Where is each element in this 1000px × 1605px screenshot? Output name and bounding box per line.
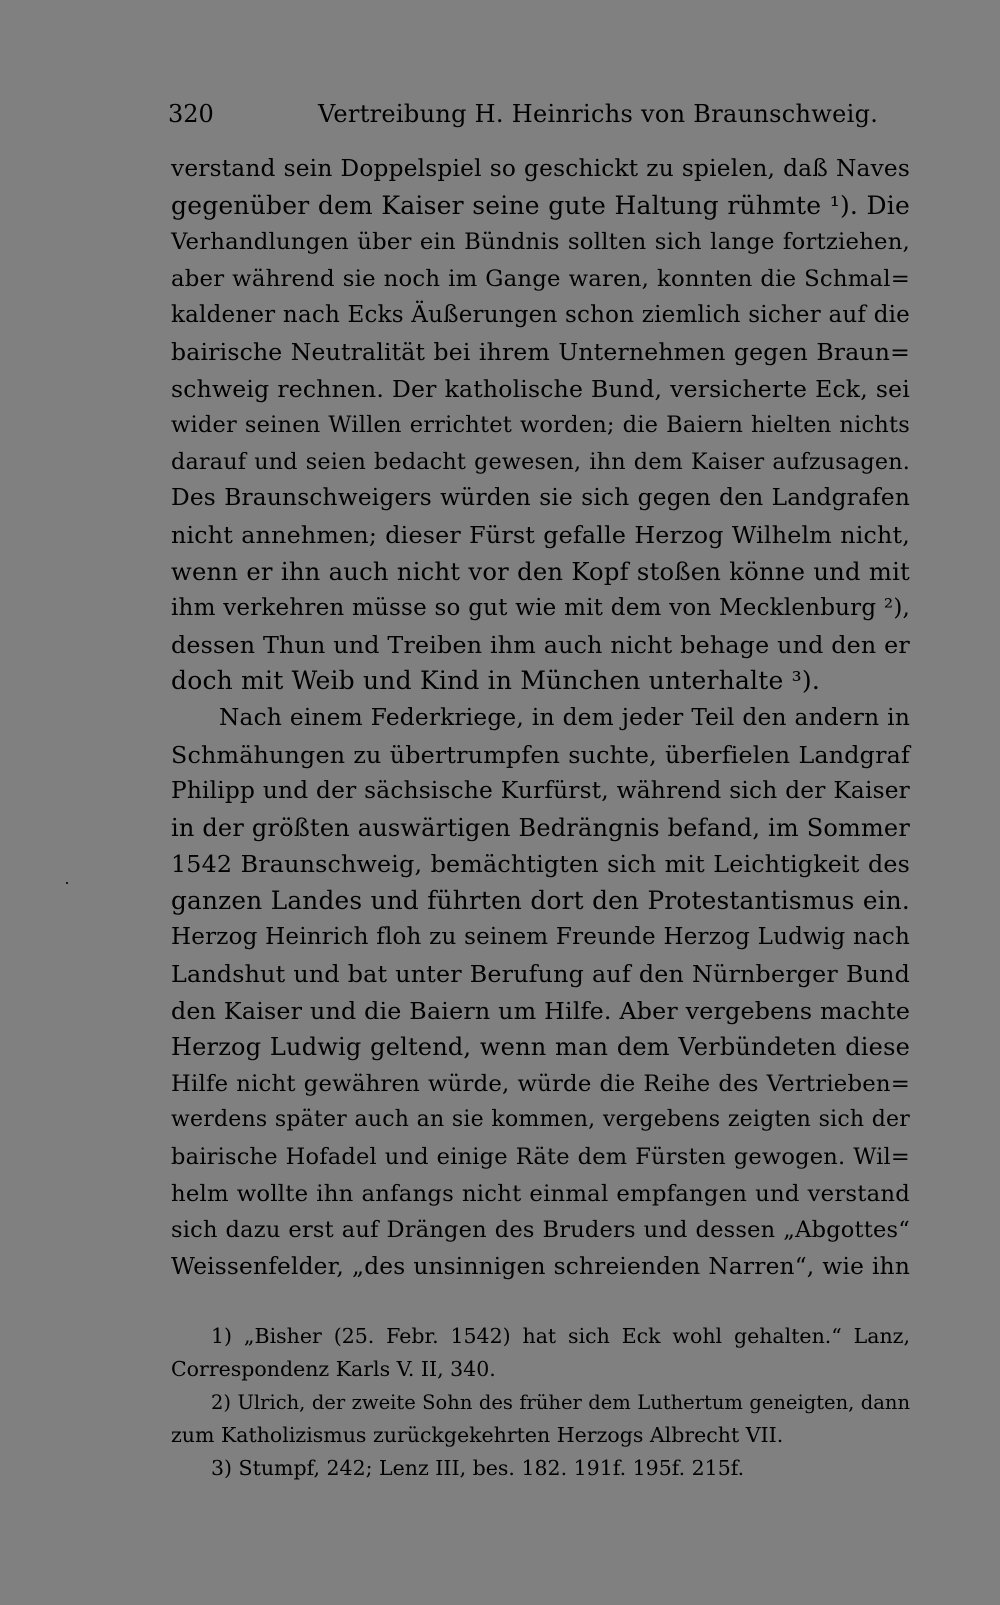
body-line: Weissenfelder, „des unsinnigen schreienden Narren“, wie ihn [171,1252,910,1280]
body-line: nicht annehmen; dieser Fürst gefalle Herzog Wilhelm nicht, [171,520,910,549]
body-line: Herzog Ludwig geltend, wenn man dem Verbündeten diese [171,1033,910,1062]
body-line: ganzen Landes und führten dort den Protestantismus ein. [171,885,910,915]
body-line: Des Braunschweigers würden sie sich gegen den Landgrafen [171,484,910,512]
footnote-line: 2) Ulrich, der zweite Sohn des früher dem Luthertum geneigten, dann [211,1391,910,1414]
body-line: Nach einem Federkriege, in dem jeder Teil den andern in [219,703,910,731]
footnote-line: zum Katholizismus zurückgekehrten Herzogs Albrecht VII. [171,1423,784,1447]
body-line: darauf und seien bedacht gewesen, ihn dem Kaiser aufzusagen. [171,448,910,475]
body-line: doch mit Weib und Kind in München unterhalte ³). [171,666,820,696]
body-line: helm wollte ihn anfangs nicht einmal empfangen und verstand [171,1180,910,1207]
body-line: wenn er ihn auch nicht vor den Kopf stoßen könne und mit [171,556,910,586]
footnote-line: 3) Stumpf, 242; Lenz III, bes. 182. 191f. 195f. 215f. [211,1456,745,1480]
footnotes [171,1320,910,1485]
body-line: gegenüber dem Kaiser seine gute Haltung rühmte ¹). Die [171,190,910,220]
body-line: verstand sein Doppelspiel so geschickt zu spielen, daß Naves [171,155,910,182]
body-line: wider seinen Willen errichtet worden; die Baiern hielten nichts [171,412,910,439]
footnote-line: 1) „Bisher (25. Febr. 1542) hat sich Eck wohl gehalten.“ Lanz, [211,1324,910,1348]
body-line: den Kaiser und die Baiern um Hilfe. Aber vergebens machte [171,996,911,1025]
scan-speck [66,882,68,884]
body-line: bairische Neutralität bei ihrem Unternehmen gegen Braun= [171,337,910,366]
body-line: 1542 Braunschweig, bemächtigten sich mit Leichtigkeit des [171,850,910,879]
footnote-line: Correspondenz Karls V. II, 340. [171,1357,496,1381]
body-line: schweig rechnen. Der katholische Bund, versicherte Eck, sei [171,374,910,403]
body-line: Herzog Heinrich floh zu seinem Freunde Herzog Ludwig nach [171,924,910,951]
body-line: dessen Thun und Treiben ihm auch nicht behage und den er [171,630,910,659]
body-line: Philipp und der sächsische Kurfürst, während sich der Kaiser [171,777,910,805]
page-number: 320 [168,100,214,128]
body-line: kaldener nach Ecks Äußerungen schon ziemlich sicher auf die [171,302,910,329]
body-line: Verhandlungen über ein Bündnis sollten sich lange fortziehen, [171,229,910,256]
body-line: sich dazu erst auf Drängen des Bruders und dessen „Abgottes“ [171,1217,910,1244]
body-line: ihm verkehren müsse so gut wie mit dem von Mecklenburg ²), [171,595,910,622]
body-text [171,151,910,1285]
running-title: Vertreibung H. Heinrichs von Braunschweig. [318,100,879,128]
body-line: Landshut und bat unter Berufung auf den Nürnberger Bund [171,960,910,989]
body-line: Hilfe nicht gewähren würde, würde die Reihe des Vertrieben= [171,1070,910,1097]
body-line: Schmähungen zu übertrumpfen suchte, überfielen Landgraf [171,740,910,769]
body-line: aber während sie noch im Gange waren, konnten die Schmal= [171,265,910,292]
body-line: werdens später auch an sie kommen, vergebens zeigten sich der [171,1107,910,1133]
body-line: bairische Hofadel und einige Räte dem Fürsten gewogen. Wil= [171,1144,910,1171]
page-header [168,96,912,132]
body-line: in der größten auswärtigen Bedrängnis befand, im Sommer [171,813,910,842]
